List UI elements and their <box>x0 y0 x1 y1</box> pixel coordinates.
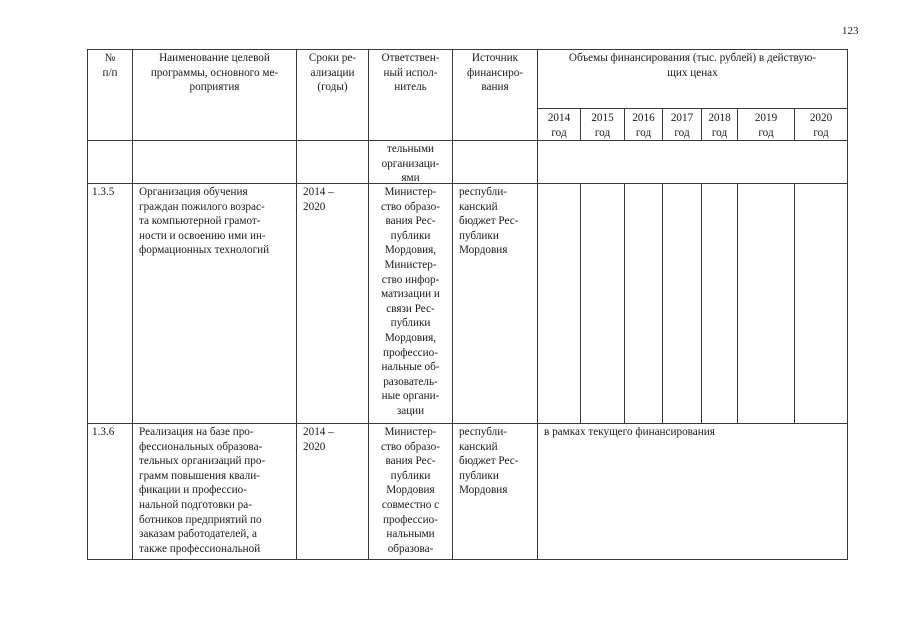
year-value: 2017 <box>670 112 694 124</box>
year-header-2020 <box>795 109 848 141</box>
page-number: 123 <box>842 25 859 37</box>
row-1-3-5-funding-2020 <box>795 184 848 424</box>
year-unit: год <box>635 126 652 139</box>
row-1-3-5-number: 1.3.5 <box>87 184 133 424</box>
row-continuation-source <box>453 141 538 184</box>
header-executor: Ответствен- ный испол- нитель <box>369 49 453 141</box>
year-value: 2018 <box>708 112 731 124</box>
row-1-3-6-funding: в рамках текущего финансирования <box>538 424 848 560</box>
year-value: 2019 <box>754 112 778 124</box>
row-1-3-6-name: Реализация на базе про- фессиональных образова- тельных организаций про- грамм повышения квали- фикации и профессио- нальной подготовки ра- ботников предприятий по заказам работодателей, а также профессиональной <box>133 424 297 560</box>
header-terms: Сроки ре- ализации (годы) <box>297 49 369 141</box>
row-1-3-6-executor: Министер- ство образо- вания Рес- публики Мордовия совместно с профессио- нальными образова- <box>369 424 453 560</box>
row-1-3-5-source: республи- канский бюджет Рес- публики Мордовия <box>453 184 538 424</box>
year-header-2017 <box>663 109 702 141</box>
row-1-3-5-funding-2016 <box>625 184 663 424</box>
header-name: Наименование целевой программы, основного ме- роприятия <box>133 49 297 141</box>
year-unit: год <box>758 126 774 139</box>
row-continuation-terms <box>297 141 369 184</box>
year-header-2014 <box>538 109 581 141</box>
row-1-3-5-executor: Министер- ство образо- вания Рес- публики Мордовия, Министер- ство инфор- матизации и связи Рес- публики Мордовия, профессио- нальные об- разователь- ные органи- зации <box>369 184 453 424</box>
row-1-3-6-terms: 2014 – 2020 <box>297 424 369 560</box>
row-1-3-5-funding-2014 <box>538 184 581 424</box>
year-value: 2020 <box>809 112 833 124</box>
header-funding: Объемы финансирования (тыс. рублей) в действую- щих ценах <box>538 49 848 109</box>
row-1-3-5-funding-2018 <box>702 184 738 424</box>
row-continuation-number <box>87 141 133 184</box>
row-continuation-executor: тельными организаци- ями <box>369 141 453 184</box>
year-header-2019 <box>738 109 795 141</box>
year-unit: год <box>711 126 728 139</box>
year-value: 2015 <box>591 112 614 124</box>
year-value: 2014 <box>547 112 571 124</box>
year-header-2016 <box>625 109 663 141</box>
year-unit: год <box>674 126 690 139</box>
year-value: 2016 <box>632 112 655 124</box>
row-continuation-funding <box>538 141 848 184</box>
year-unit: год <box>813 126 829 139</box>
row-1-3-5-name: Организация обучения граждан пожилого возрас- та компьютерной грамот- ности и освоению ими ин- формационных технологий <box>133 184 297 424</box>
year-header-2018 <box>702 109 738 141</box>
year-header-2015 <box>581 109 625 141</box>
header-source: Источник финансиро- вания <box>453 49 538 141</box>
year-unit: год <box>551 126 567 139</box>
header-number: № п/п <box>87 49 133 141</box>
year-unit: год <box>594 126 611 139</box>
row-1-3-5-funding-2017 <box>663 184 702 424</box>
row-1-3-5-funding-2019 <box>738 184 795 424</box>
row-continuation-name <box>133 141 297 184</box>
row-1-3-6-source: республи- канский бюджет Рес- публики Мордовия <box>453 424 538 560</box>
row-1-3-6-number: 1.3.6 <box>87 424 133 560</box>
row-1-3-5-terms: 2014 – 2020 <box>297 184 369 424</box>
row-1-3-5-funding-2015 <box>581 184 625 424</box>
